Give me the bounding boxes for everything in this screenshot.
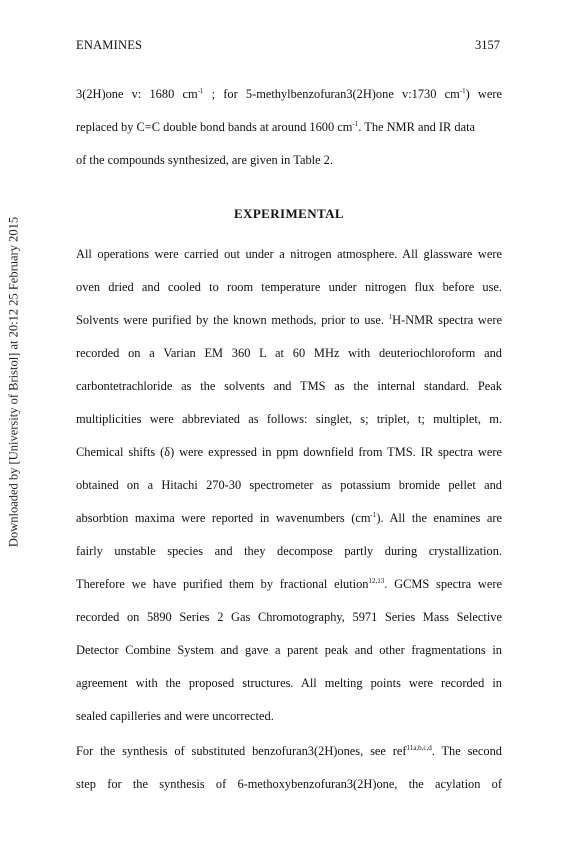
text: . The NMR and IR data (358, 120, 476, 134)
text: ) were (465, 87, 502, 101)
text: ; for 5-methylbenzofuran3(2H)one v:1730 cm (203, 87, 460, 101)
body-line: Chemical shifts (δ) were expressed in ppm downfield from TMS. IR spectra were (76, 445, 502, 459)
body-line (76, 312, 502, 328)
section-heading: EXPERIMENTAL (233, 206, 344, 221)
body-line: Detector Combine System and gave a parent peak and other fragmentations in (76, 643, 502, 657)
body-line: obtained on a Hitachi 270-30 spectrometer as potassium bromide pellet and (76, 478, 502, 492)
body-line (76, 510, 502, 526)
download-watermark (2, 148, 26, 616)
body-line (76, 576, 502, 592)
superscript: 11a,b,c,d (406, 744, 432, 752)
body-line: recorded on a Varian EM 360 L at 60 MHz with deuteriochloroform and (76, 346, 502, 360)
superscript: 1 (388, 313, 393, 321)
body-line: recorded on 5890 Series 2 Gas Chromotography, 5971 Series Mass Selective (76, 610, 502, 624)
text: Solvents were purified by the known methods, prior to use. (76, 313, 389, 327)
body-line: sealed capilleries and were uncorrected. (76, 709, 274, 723)
page-number: 3157 (475, 38, 500, 52)
superscript: 12,13 (368, 577, 385, 585)
body-line: of the compounds synthesized, are given in Table 2. (76, 153, 333, 167)
text: replaced by C=C double bond bands at around 1600 cm (76, 120, 353, 134)
text: . The second (431, 744, 502, 758)
body-line: agreement with the proposed structures. All melting points were recorded in (76, 676, 502, 690)
body-line: All operations were carried out under a nitrogen atmosphere. All glassware were (76, 247, 502, 261)
text: . GCMS spectra were (384, 577, 503, 591)
text: For the synthesis of substituted benzofuran3(2H)ones, see ref (76, 744, 407, 758)
body-line (76, 119, 502, 135)
text: Therefore we have purified them by fractional elution (76, 577, 369, 591)
superscript: -1 (352, 120, 359, 128)
body-line: fairly unstable species and they decompose partly during crystallization. (76, 544, 502, 558)
body-line: multiplicities were abbreviated as follows: singlet, s; triplet, t; multiplet, m. (76, 412, 502, 426)
superscript: -1 (197, 87, 204, 95)
superscript: -1 (370, 511, 377, 519)
body-line (76, 743, 502, 759)
text: H-NMR spectra were (392, 313, 502, 327)
text: ). All the enamines are (376, 511, 502, 525)
body-line: oven dried and cooled to room temperature under nitrogen flux before use. (76, 280, 502, 294)
download-watermark-text: Downloaded by [University of Bristol] at 20:12 25 February 2015 (6, 216, 21, 548)
body-line (76, 86, 502, 102)
body-line: carbontetrachloride as the solvents and TMS as the internal standard. Peak (76, 379, 502, 393)
text: absorbtion maxima were reported in wavenumbers (cm (76, 511, 371, 525)
body-line: step for the synthesis of 6-methoxybenzofuran3(2H)one, the acylation of (76, 777, 502, 791)
running-header (76, 38, 500, 54)
superscript: -1 (459, 87, 466, 95)
text: 3(2H)one v: 1680 cm (76, 87, 198, 101)
running-title: ENAMINES (76, 38, 143, 52)
